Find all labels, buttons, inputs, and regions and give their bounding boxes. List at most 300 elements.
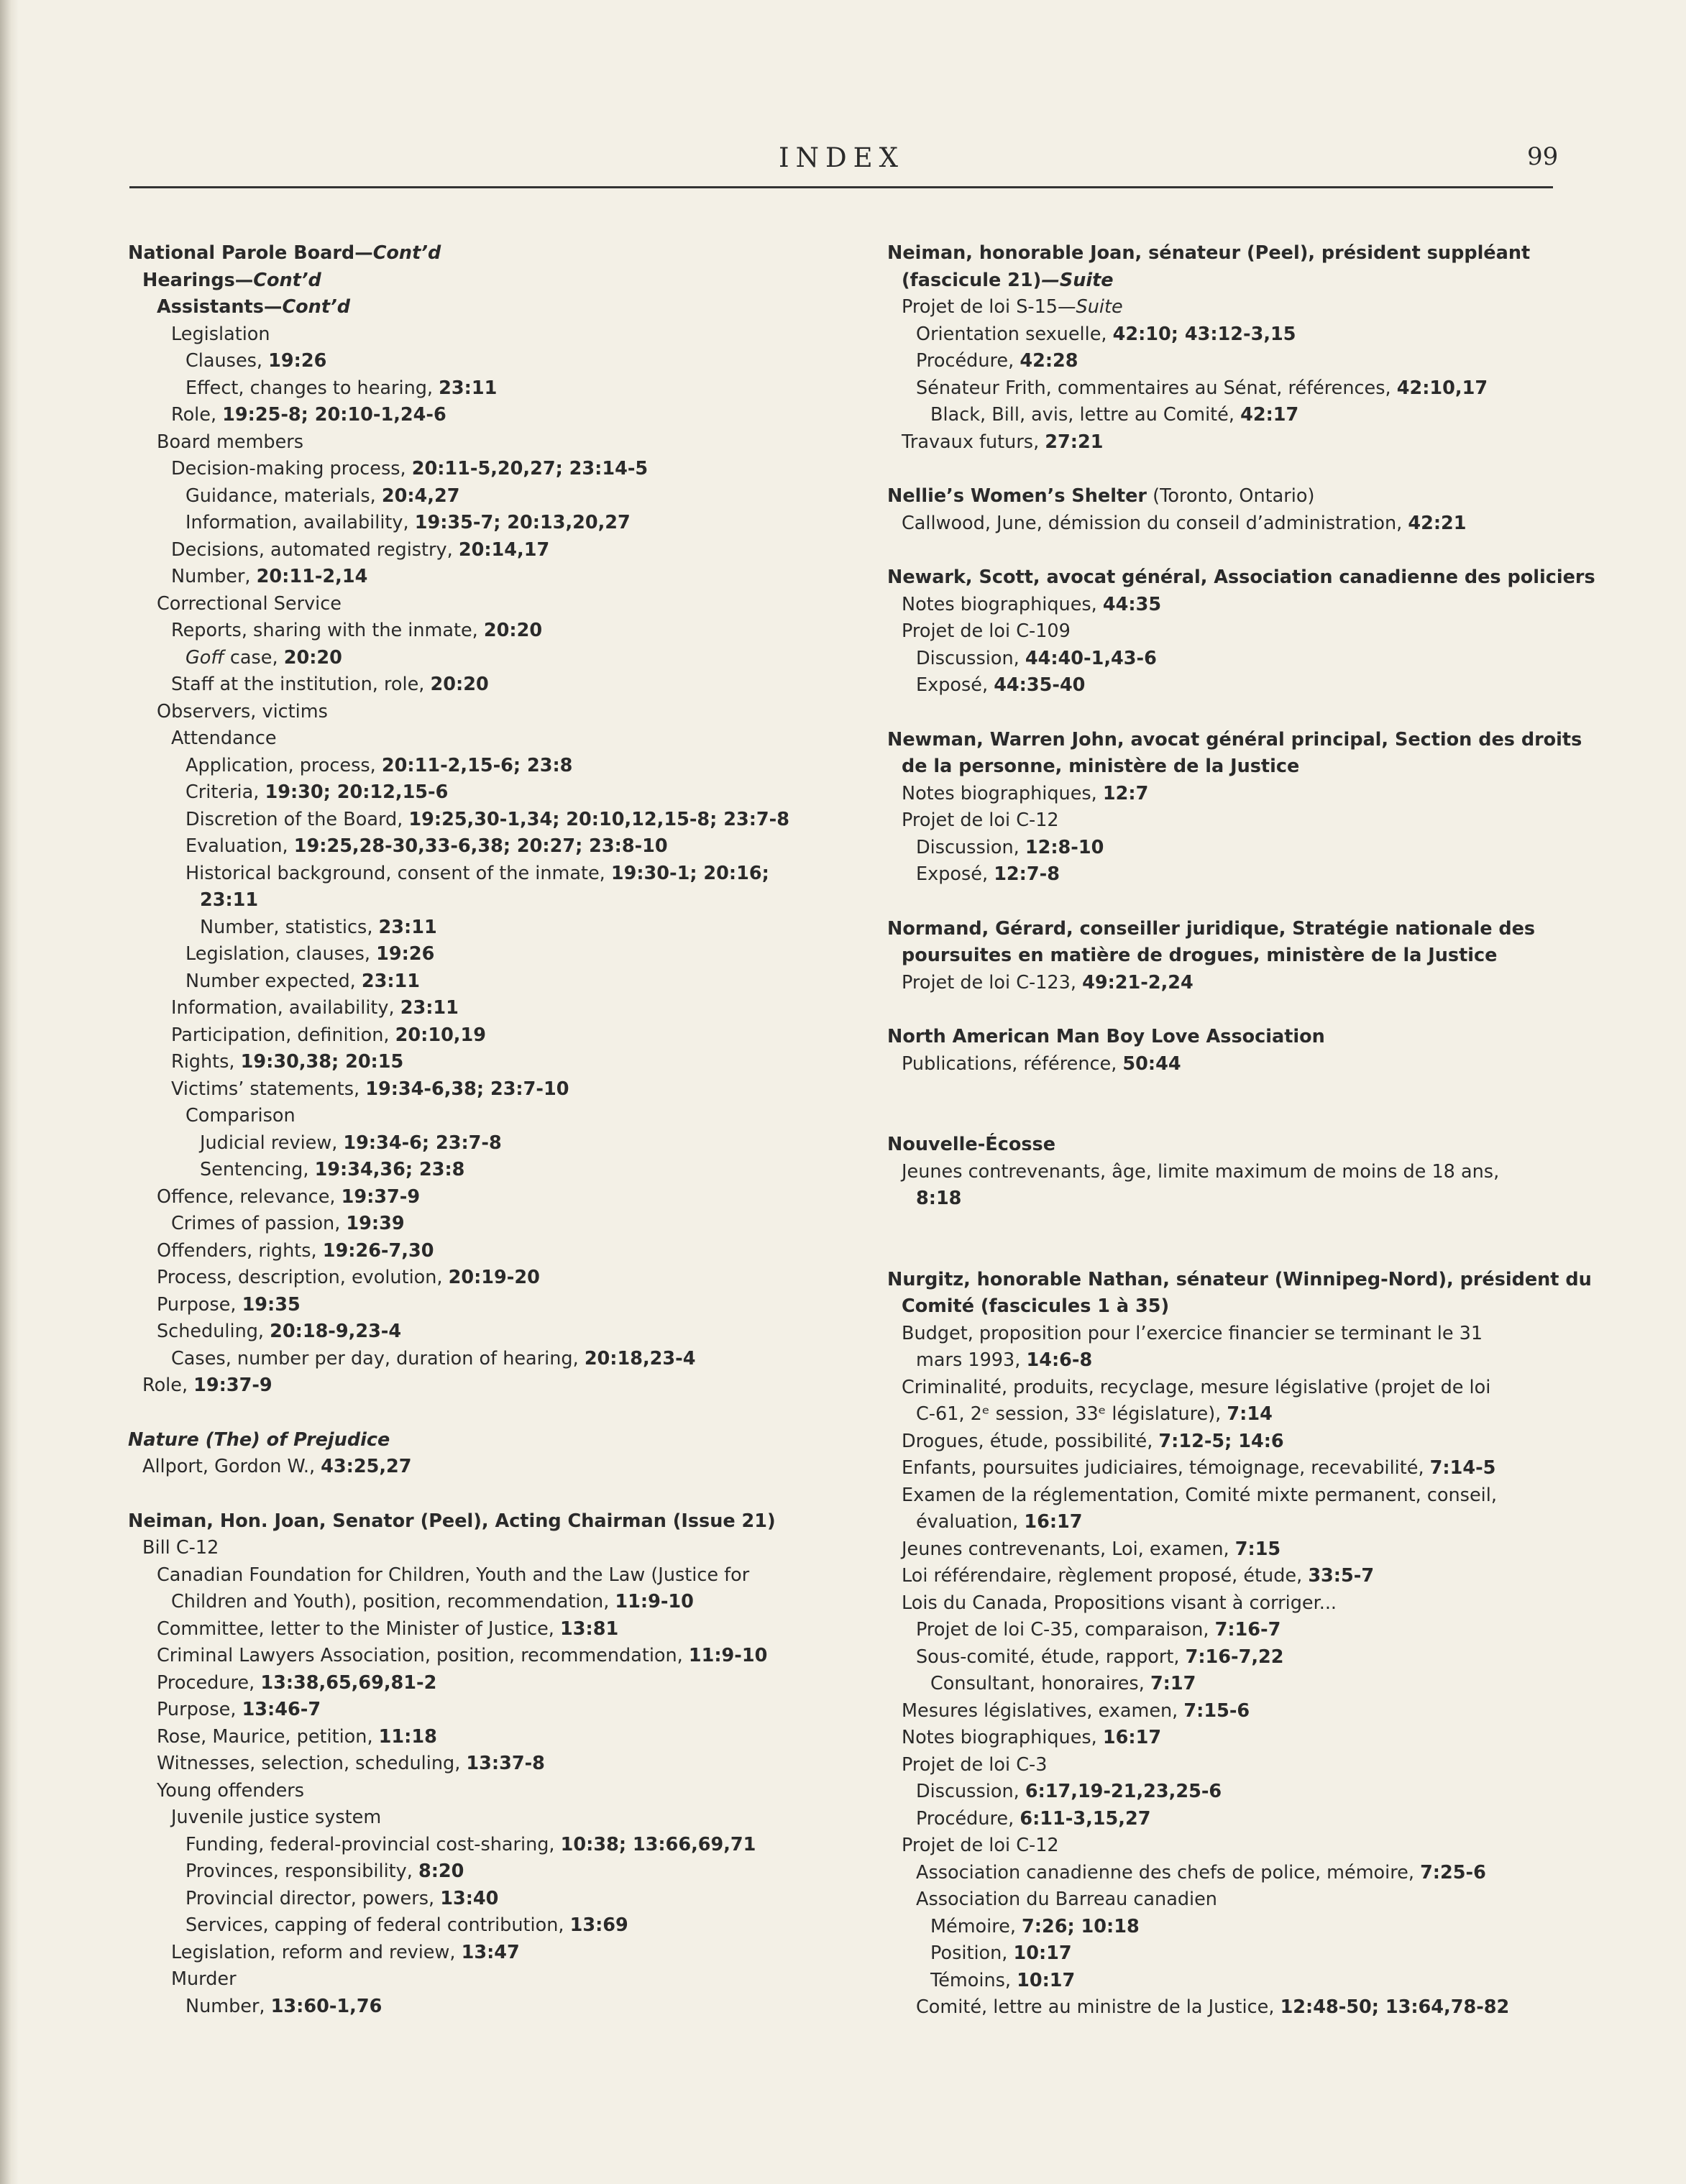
index-subentry	[128, 402, 854, 429]
entry-text: Notes biographiques,	[902, 782, 1103, 804]
index-subentry	[887, 835, 1577, 862]
index-subentry	[887, 1994, 1577, 2022]
entry-text: Criminal Lawyers Association, position, recommendation,	[157, 1645, 689, 1666]
index-subentry	[128, 941, 854, 968]
index-subentry	[128, 267, 854, 295]
entry-text: Purpose,	[157, 1293, 242, 1316]
page-reference: 20:11-2,14	[256, 566, 368, 587]
index-subentry	[128, 1804, 854, 1832]
entry-text: Canadian Foundation for Children, Youth and the Law (Justice for	[157, 1564, 750, 1586]
page-reference: 19:25,28-30,33-6,38; 20:27; 23:8-10	[293, 835, 668, 857]
page-reference: 13:38,65,69,81-2	[260, 1671, 437, 1694]
entry-spacer	[887, 456, 1577, 483]
entry-spacer	[887, 889, 1577, 916]
index-subentry	[887, 402, 1577, 429]
page-reference: 27:21	[1045, 431, 1104, 453]
entry-text: Projet de loi C-12	[902, 809, 1059, 831]
entry-text: Nature (The) of Prejudice	[128, 1428, 390, 1451]
page-reference: 7:17	[1150, 1673, 1196, 1694]
entry-text: Association canadienne des chefs de police, mémoire,	[916, 1861, 1421, 1884]
entry-text: Exposé,	[916, 863, 994, 885]
entry-text: Procedure,	[157, 1671, 261, 1694]
index-subentry	[887, 1806, 1577, 1833]
index-subentry	[887, 1725, 1577, 1752]
page-reference: 12:7	[1102, 782, 1149, 804]
entry-text: Juvenile justice system	[171, 1807, 382, 1828]
page-reference: 44:35	[1102, 593, 1162, 615]
index-subentry	[887, 1159, 1577, 1186]
entry-text: Information, availability,	[171, 997, 400, 1019]
index-heading	[887, 1267, 1592, 1294]
page-reference: 20:11-5,20,27; 23:14-5	[411, 458, 649, 480]
page-reference: 19:26	[376, 943, 435, 965]
index-subentry	[128, 1372, 854, 1400]
entry-text: Exposé,	[916, 674, 994, 696]
entry-text: Murder	[171, 1968, 237, 1990]
index-subentry	[128, 483, 854, 510]
index-subentry	[128, 645, 854, 672]
page-reference: 42:10,17	[1396, 377, 1488, 399]
entry-text: Drogues, étude, possibilité,	[902, 1430, 1159, 1452]
index-subentry	[128, 1535, 854, 1562]
index-subentry	[887, 294, 1577, 321]
entry-text: Neiman, honorable Joan, sénateur (Peel), président suppléant	[887, 242, 1531, 264]
index-subentry	[128, 1103, 854, 1130]
entry-text: Témoins,	[930, 1969, 1017, 1991]
index-subentry	[128, 968, 854, 996]
index-subentry	[887, 1563, 1577, 1590]
index-subentry	[887, 861, 1577, 889]
entry-text: Consultant, honoraires,	[930, 1673, 1150, 1694]
page-reference: 13:40	[440, 1887, 499, 1909]
page-reference: 23:11	[439, 377, 498, 399]
entry-text: Discussion,	[916, 647, 1025, 669]
index-subentry	[887, 592, 1577, 619]
entry-text: Information, availability,	[185, 512, 415, 533]
index-heading	[128, 240, 854, 267]
page-reference: 13:47	[461, 1941, 520, 1963]
index-column-left	[128, 240, 854, 2020]
index-subentry	[128, 1157, 854, 1184]
page-reference: 13:81	[560, 1618, 619, 1640]
index-heading	[128, 1508, 854, 1536]
index-subentry	[128, 1562, 854, 1589]
page-reference: 20:20	[283, 646, 342, 669]
page-reference: 19:35-7; 20:13,20,27	[414, 512, 631, 533]
index-subentry	[887, 753, 1577, 781]
page-reference: 10:17	[1017, 1969, 1076, 1991]
entry-text: Attendance	[171, 728, 277, 749]
index-subentry	[128, 995, 854, 1022]
page-reference: 49:21-2,24	[1082, 971, 1194, 994]
entry-text: Correctional Service	[157, 592, 342, 615]
index-subentry	[128, 1751, 854, 1778]
index-subentry	[887, 348, 1577, 375]
entry-bold-term: Nellie’s Women’s Shelter	[887, 485, 1147, 507]
index-heading	[887, 1024, 1577, 1051]
page-reference: 44:35-40	[994, 674, 1086, 696]
index-heading	[887, 727, 1582, 754]
entry-text: Discussion,	[916, 1781, 1025, 1802]
index-subentry	[887, 646, 1577, 673]
entry-text: Procédure,	[916, 350, 1020, 372]
index-subentry	[887, 1375, 1577, 1402]
page-reference: 10:38; 13:66,69,71	[560, 1833, 756, 1855]
index-subentry	[128, 833, 854, 861]
entry-text: Projet de loi C-3	[902, 1753, 1048, 1776]
entry-text: Hearings—Cont’d	[142, 269, 321, 291]
entry-spacer	[128, 1400, 854, 1427]
entry-text: Number,	[171, 566, 257, 587]
entry-text: Young offenders	[157, 1779, 305, 1802]
index-subentry	[128, 591, 854, 618]
page-reference: 20:14,17	[458, 538, 550, 561]
index-heading	[887, 916, 1577, 943]
index-subentry	[128, 1346, 854, 1373]
page-reference: 6:17,19-21,23,25-6	[1025, 1781, 1222, 1802]
index-subentry	[887, 1832, 1577, 1860]
entry-text: Budget, proposition pour l’exercice financier se terminant le 31	[902, 1322, 1483, 1344]
index-subentry	[887, 1644, 1577, 1671]
entry-spacer	[887, 1213, 1577, 1267]
page-reference: 19:25-8; 20:10-1,24-6	[222, 404, 446, 426]
page-reference: 7:15	[1234, 1538, 1281, 1560]
entry-text: Evaluation,	[185, 835, 294, 857]
index-subentry	[128, 1022, 854, 1050]
page-reference: 20:4,27	[381, 485, 460, 507]
page-reference: 19:34-6,38; 23:7-10	[365, 1078, 569, 1100]
entry-text: Committee, letter to the Minister of Justice,	[157, 1618, 561, 1640]
index-subentry	[887, 1779, 1577, 1806]
page-reference: 19:25,30-1,34; 20:10,12,15-8; 23:7-8	[408, 808, 789, 830]
index-subentry	[128, 348, 854, 375]
page-number: 99	[1527, 142, 1559, 171]
entry-text: Cases, number per day, duration of hearing,	[171, 1347, 585, 1369]
entry-text: Legislation, reform and review,	[171, 1941, 462, 1963]
page-reference: 13:46-7	[242, 1699, 321, 1720]
entry-text: Projet de loi C-109	[902, 620, 1071, 642]
entry-text: Black, Bill, avis, lettre au Comité,	[930, 404, 1241, 426]
index-subentry	[128, 1886, 854, 1913]
entry-spacer	[887, 537, 1577, 564]
entry-text: (fascicule 21)	[902, 269, 1042, 291]
entry-text: Sentencing,	[200, 1159, 315, 1180]
page-reference: 19:34-6; 23:7-8	[343, 1132, 502, 1154]
entry-text: Projet de loi C-35, comparaison,	[916, 1619, 1215, 1641]
page-reference: 12:7-8	[994, 863, 1060, 885]
entry-text: Procédure,	[916, 1807, 1020, 1830]
running-head: INDEX	[779, 142, 905, 173]
index-subentry	[128, 1454, 854, 1481]
page-reference: 20:19-20	[448, 1267, 540, 1288]
index-subentry	[128, 510, 854, 537]
index-subentry	[128, 1724, 854, 1751]
index-subentry	[128, 1832, 854, 1859]
index-subentry	[887, 1940, 1577, 1968]
entry-text: Role,	[171, 404, 223, 426]
entry-text: Criminalité, produits, recyclage, mesure législative (projet de loi	[902, 1376, 1491, 1398]
entry-text: Crimes of passion,	[171, 1213, 347, 1234]
entry-text: Neiman, Hon. Joan, Senator (Peel), Acting Chairman (Issue 21)	[128, 1510, 776, 1532]
index-subentry	[887, 1401, 1577, 1428]
entry-text: Number expected,	[185, 970, 362, 992]
entry-text: Number,	[185, 1995, 271, 2017]
index-heading	[887, 240, 1577, 267]
index-subentry	[128, 1697, 854, 1724]
entry-text: Judicial review,	[200, 1132, 344, 1154]
index-subentry	[887, 1051, 1577, 1078]
entry-text: Decision-making process,	[171, 458, 412, 480]
index-subentry	[128, 537, 854, 564]
page-reference: 14:6-8	[1026, 1349, 1093, 1371]
page-reference: 20:20	[430, 674, 489, 695]
index-subentry	[887, 1509, 1577, 1536]
entry-text: Guidance, materials,	[185, 485, 382, 507]
index-subentry	[128, 1670, 854, 1697]
entry-text: Services, capping of federal contribution,	[185, 1914, 570, 1936]
entry-spacer	[887, 996, 1577, 1024]
entry-text: évaluation,	[916, 1511, 1025, 1533]
entry-text: Projet de loi C-12	[902, 1835, 1059, 1856]
entry-italic-term: Goff	[185, 646, 224, 669]
index-subentry	[128, 1940, 854, 1967]
index-subentry	[128, 1966, 854, 1993]
entry-text: Discussion,	[916, 836, 1025, 858]
index-subentry	[128, 807, 854, 834]
index-subentry	[128, 1130, 854, 1157]
entry-text: Scheduling,	[157, 1321, 270, 1342]
entry-text: Participation, definition,	[171, 1024, 395, 1046]
page-reference: 42:10; 43:12-3,15	[1112, 323, 1296, 345]
index-subentry	[887, 1671, 1577, 1698]
index-subentry	[887, 510, 1577, 538]
entry-text: Funding, federal-provincial cost-sharing,	[185, 1833, 561, 1855]
index-subentry	[128, 753, 854, 780]
index-subentry	[887, 1185, 1577, 1213]
page-reference: 19:37-9	[193, 1375, 272, 1396]
entry-text: C-61, 2ᵉ session, 33ᵉ législature),	[916, 1403, 1227, 1425]
index-subentry	[128, 725, 854, 753]
index-subentry	[128, 1265, 854, 1292]
entry-text: (Toronto, Ontario)	[1147, 485, 1315, 507]
entry-text: Process, description, evolution,	[157, 1267, 449, 1288]
entry-spacer	[887, 1078, 1577, 1132]
entry-suffix-italic: —Suite	[1058, 296, 1123, 318]
index-subentry	[128, 1993, 854, 2021]
index-subentry	[887, 781, 1577, 808]
index-subentry	[128, 1184, 854, 1211]
index-subentry	[128, 914, 854, 942]
entry-text: Number, statistics,	[200, 916, 379, 938]
index-subentry	[128, 1643, 854, 1670]
index-subentry	[128, 321, 854, 349]
entry-text: Newark, Scott, avocat général, Association canadienne des policiers	[887, 566, 1595, 588]
index-subentry	[128, 1238, 854, 1265]
index-subentry	[887, 1617, 1577, 1644]
index-column-right	[887, 240, 1595, 2022]
page-reference: 20:10,19	[395, 1024, 486, 1046]
page-reference: 20:18,23-4	[584, 1347, 696, 1369]
index-subentry	[887, 1590, 1577, 1618]
entry-text: Jeunes contrevenants, Loi, examen,	[902, 1538, 1235, 1560]
entry-text: Travaux futurs,	[902, 431, 1045, 453]
index-subentry	[128, 699, 854, 726]
page-reference: 19:26	[268, 350, 327, 372]
page-reference: 43:25,27	[321, 1456, 412, 1477]
entry-text: Comité (fascicules 1 à 35)	[902, 1295, 1170, 1317]
page-reference: 7:12-5; 14:6	[1158, 1430, 1284, 1452]
page-reference: 16:17	[1024, 1511, 1083, 1533]
index-subentry	[128, 1318, 854, 1346]
entry-text: Sénateur Frith, commentaires au Sénat, références,	[916, 377, 1397, 399]
entry-text: Legislation, clauses,	[185, 943, 377, 965]
index-subentry	[128, 1778, 854, 1805]
entry-text: Decisions, automated registry,	[171, 538, 459, 561]
entry-text: Callwood, June, démission du conseil d’administration,	[902, 512, 1408, 534]
entry-text: Nouvelle-Écosse	[887, 1134, 1055, 1155]
page-reference: 8:18	[916, 1188, 962, 1209]
entry-text: Comité, lettre au ministre de la Justice,	[916, 1996, 1280, 2018]
index-subentry	[887, 1347, 1577, 1375]
entry-text: Rights,	[171, 1051, 241, 1073]
page-reference: 13:37-8	[466, 1753, 545, 1774]
entry-text: Criteria,	[185, 781, 265, 803]
index-subentry	[887, 321, 1577, 349]
index-subentry	[128, 779, 854, 807]
entry-text: Children and Youth), position, recommendation,	[171, 1591, 615, 1612]
index-subentry	[887, 807, 1577, 835]
page-reference: 7:26; 10:18	[1022, 1915, 1140, 1937]
page-reference: 7:25-6	[1420, 1861, 1486, 1884]
page-reference: 11:9-10	[688, 1645, 768, 1666]
entry-text: Jeunes contrevenants, âge, limite maximum de moins de 18 ans,	[902, 1160, 1500, 1183]
entry-text: Notes biographiques,	[902, 1727, 1103, 1748]
index-subentry	[887, 1698, 1577, 1725]
entry-text: Association du Barreau canadien	[916, 1889, 1217, 1910]
entry-text: Newman, Warren John, avocat général principal, Section des droits	[887, 728, 1582, 751]
index-subentry	[128, 1292, 854, 1319]
index-subentry	[128, 861, 854, 888]
entry-text: Loi référendaire, règlement proposé, étude,	[902, 1565, 1309, 1587]
entry-text: Mémoire,	[930, 1915, 1022, 1937]
page-reference: 42:21	[1408, 512, 1467, 534]
index-subentry	[887, 672, 1577, 699]
page-reference: 12:48-50; 13:64,78-82	[1280, 1996, 1510, 2018]
entry-text: poursuites en matière de drogues, ministère de la Justice	[902, 945, 1498, 966]
index-subentry	[887, 1455, 1577, 1482]
index-subentry	[887, 1968, 1577, 1995]
page-reference: 6:11-3,15,27	[1020, 1807, 1151, 1830]
entry-text: Normand, Gérard, conseiller juridique, Stratégie nationale des	[887, 917, 1536, 940]
page-reference: 33:5-7	[1308, 1565, 1375, 1587]
entry-text: Enfants, poursuites judiciaires, témoignage, recevabilité,	[902, 1457, 1430, 1479]
entry-text: Witnesses, selection, scheduling,	[157, 1753, 467, 1774]
entry-text: Publications, référence,	[902, 1052, 1123, 1075]
page-reference: 42:28	[1020, 350, 1078, 372]
entry-text: de la personne, ministère de la Justice	[902, 756, 1300, 777]
index-subentry	[887, 1428, 1577, 1456]
index-subentry	[128, 1912, 854, 1940]
entry-text: Historical background, consent of the inmate,	[185, 862, 611, 884]
entry-text: Board members	[157, 431, 304, 453]
entry-text: Role,	[142, 1375, 194, 1396]
entry-text: Legislation	[171, 323, 270, 345]
entry-text: Position,	[930, 1942, 1014, 1964]
page-reference: 44:40-1,43-6	[1025, 647, 1157, 669]
page-reference: 19:34,36; 23:8	[314, 1159, 465, 1180]
page-reference: 7:16-7	[1214, 1619, 1281, 1641]
page-reference: 20:11-2,15-6; 23:8	[381, 754, 573, 776]
index-subentry	[128, 618, 854, 645]
entry-text: Lois du Canada, Propositions visant à corriger...	[902, 1592, 1337, 1614]
page-reference: 13:60-1,76	[270, 1995, 382, 2017]
entry-spacer	[887, 699, 1577, 727]
entry-text: Projet de loi S-15	[902, 296, 1058, 318]
page-reference: 42:17	[1240, 404, 1299, 426]
page-reference: 20:18-9,23-4	[270, 1321, 402, 1342]
page-reference: 23:11	[361, 970, 421, 992]
index-heading	[887, 483, 1577, 510]
page-reference: 19:39	[346, 1213, 405, 1234]
entry-text: Provincial director, powers,	[185, 1887, 441, 1909]
entry-text: Purpose,	[157, 1699, 242, 1720]
entry-text: Victims’ statements,	[171, 1078, 366, 1100]
index-subentry	[128, 1076, 854, 1104]
index-heading	[128, 1427, 854, 1454]
entry-text: Bill C-12	[142, 1537, 219, 1559]
index-subentry	[887, 618, 1577, 646]
entry-text: Notes biographiques,	[902, 593, 1103, 615]
index-subentry	[887, 1752, 1577, 1779]
page-reference: 23:11	[200, 889, 259, 911]
index-subentry	[128, 671, 854, 699]
page-reference: 20:20	[483, 620, 543, 641]
entry-spacer	[128, 1481, 854, 1508]
index-subentry	[128, 564, 854, 591]
page-reference: 19:30-1; 20:16;	[610, 862, 769, 884]
page-reference: 19:30,38; 20:15	[240, 1051, 404, 1073]
index-subentry	[887, 1293, 1577, 1321]
entry-text: Reports, sharing with the inmate,	[171, 620, 484, 641]
index-subentry	[887, 1536, 1577, 1564]
entry-text: Allport, Gordon W.,	[142, 1456, 321, 1477]
page-reference: 50:44	[1122, 1052, 1181, 1075]
entry-text: Staff at the institution, role,	[171, 674, 431, 695]
index-subentry	[128, 1049, 854, 1076]
entry-text: mars 1993,	[916, 1349, 1027, 1371]
index-subentry	[887, 1860, 1577, 1887]
entry-text: Sous-comité, étude, rapport,	[916, 1646, 1186, 1668]
index-subentry	[887, 1886, 1577, 1914]
entry-text: Provinces, responsibility,	[185, 1860, 418, 1882]
page-reference: 19:30; 20:12,15-6	[265, 781, 449, 803]
page-reference: 7:14	[1227, 1403, 1273, 1425]
index-subentry	[128, 375, 854, 403]
index-subentry	[128, 294, 854, 321]
page-reference: 7:16-7,22	[1185, 1646, 1284, 1668]
page-reference: 19:35	[242, 1293, 301, 1316]
index-subentry	[128, 429, 854, 456]
entry-text: Mesures législatives, examen,	[902, 1699, 1184, 1722]
header-rule	[129, 186, 1553, 188]
page-reference: 10:17	[1013, 1942, 1072, 1964]
entry-text: Nurgitz, honorable Nathan, sénateur (Winnipeg-Nord), président du	[887, 1268, 1592, 1290]
index-subentry	[887, 970, 1577, 997]
page-reference: 16:17	[1102, 1727, 1162, 1748]
index-subentry	[128, 456, 854, 483]
entry-text: Effect, changes to hearing,	[185, 377, 439, 399]
entry-text: Orientation sexuelle,	[916, 323, 1113, 345]
